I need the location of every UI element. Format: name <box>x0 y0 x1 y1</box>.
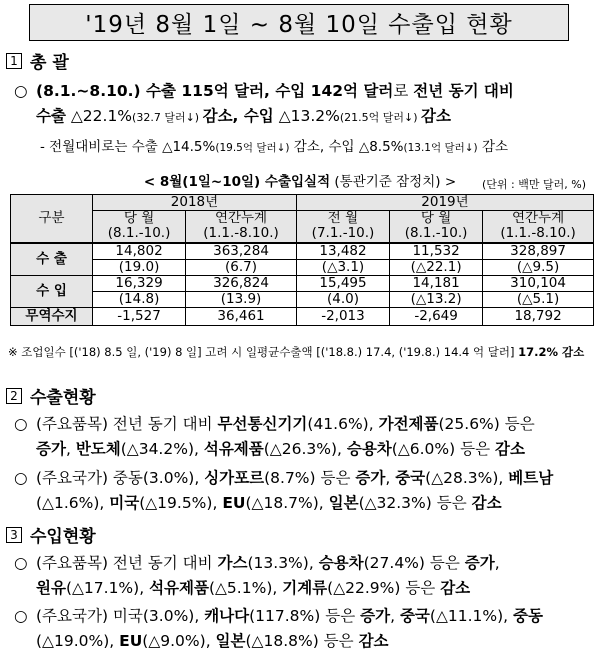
year-2018-header: 2018년 <box>93 195 297 211</box>
overview-text: 수출 <box>36 107 66 125</box>
sub-text: 전월대비로는 수출 △14.5% <box>49 139 216 155</box>
table-cell: (13.9) <box>186 291 297 307</box>
section-import-heading <box>6 522 96 547</box>
bullet-icon: ○ <box>14 82 28 100</box>
table-cell: (14.8) <box>93 291 186 307</box>
table-cell: (4.0) <box>296 291 389 307</box>
table-cell: 328,897 <box>483 243 594 260</box>
table-cell: (19.0) <box>93 259 186 275</box>
trade-table <box>10 194 594 326</box>
import-items-paragraph: ○ (주요품목) 전년 동기 대비 가스(13.3%), 승용차(27.4%) 등은 증가, 원유(△17.1%), 석유제품(△5.1%), 기계류(△22.9%) 등은 감소 <box>14 551 598 601</box>
section-export-heading <box>6 383 96 408</box>
table-cell: 36,461 <box>186 307 297 325</box>
export-items-paragraph: ○ (주요품목) 전년 동기 대비 무선통신기기(41.6%), 가전제품(25.6%) 등은 증가, 반도체(△34.2%), 석유제품(△26.3%), 승용차(△6.0%) 등은 감소 <box>14 412 598 462</box>
page-title-text: '19년 8월 1일 ~ 8월 10일 수출입 현황 <box>85 12 513 38</box>
col-header: 연간누계 (1.1.-8.10.) <box>186 211 297 243</box>
col-header: 당 월 (8.1.-10.) <box>93 211 186 243</box>
overview-line-1 <box>14 79 598 104</box>
section-label: 수입현황 <box>30 527 96 547</box>
overview-sub-line <box>40 137 598 158</box>
table-row-balance <box>11 307 594 325</box>
section-number: 3 <box>6 527 22 543</box>
table-cell: 310,104 <box>483 275 594 291</box>
col-header: 당 월 (8.1.-10.) <box>390 211 483 243</box>
section-label: 총 괄 <box>30 53 69 73</box>
section-number: 1 <box>6 53 22 69</box>
sub-text: 감소 <box>477 139 509 155</box>
overview-text: 감소, 수입 <box>202 107 274 125</box>
overview-text: (32.7 달러↓) <box>132 111 203 124</box>
col-group-header: 구분 <box>11 195 93 243</box>
table-cell: 363,284 <box>186 243 297 260</box>
overview-paragraph <box>14 79 598 130</box>
table-cell: 16,329 <box>93 275 186 291</box>
bullet-icon: ○ <box>14 554 28 572</box>
sub-text: 감소, 수입 △8.5% <box>289 139 404 155</box>
table-cell: 14,802 <box>93 243 186 260</box>
table-cell: (6.7) <box>186 259 297 275</box>
row-label: 무역수지 <box>11 307 93 325</box>
table-cell: 326,824 <box>186 275 297 291</box>
sub-text: (13.1억 달러↓) <box>403 142 478 154</box>
table-row-export-pct <box>11 259 594 275</box>
section-overview-heading <box>6 48 69 73</box>
overview-text: (21.5억 달러↓) <box>339 111 422 124</box>
table-cell: -2,013 <box>296 307 389 325</box>
table-cell: 18,792 <box>483 307 594 325</box>
table-cell: -2,649 <box>390 307 483 325</box>
overview-line-2 <box>14 104 598 130</box>
bullet-icon: ○ <box>14 607 28 625</box>
table-cell: (△13.2) <box>390 291 483 307</box>
overview-text: 감소 <box>421 107 451 125</box>
table-cell: 11,532 <box>390 243 483 260</box>
bullet-icon: ○ <box>14 469 28 487</box>
page-title <box>29 4 569 41</box>
table-cell: -1,527 <box>93 307 186 325</box>
table-cell: (△3.1) <box>296 259 389 275</box>
footnote-text: ※ 조업일수 [('18) 8.5 일, ('19) 8 일] 고려 시 일평균수출액 [('18.8.) 17.4, ('19.8.) 14.4 억 달러] <box>8 345 519 359</box>
table-cell: (△5.1) <box>483 291 594 307</box>
table-row-export <box>11 243 594 260</box>
overview-text: △22.1% <box>65 107 133 125</box>
export-countries-paragraph: ○ (주요국가) 중동(3.0%), 싱가포르(8.7%) 등은 증가, 중국(△28.3%), 베트남 (△1.6%), 미국(△19.5%), EU(△18.7%), 일본(△32.3%) 등은 감소 <box>14 466 598 516</box>
row-label: 수 입 <box>11 275 93 307</box>
row-label: 수 출 <box>11 243 93 276</box>
table-row-import-pct <box>11 291 594 307</box>
table-cell: 13,482 <box>296 243 389 260</box>
section-label: 수출현황 <box>30 388 96 408</box>
table-row-import <box>11 275 594 291</box>
col-header: 전 월 (7.1.-10.) <box>296 211 389 243</box>
table-cell: 14,181 <box>390 275 483 291</box>
bullet-icon: ○ <box>14 415 28 433</box>
overview-text: 전년 동기 대비 <box>413 82 514 100</box>
overview-text: △13.2% <box>273 107 340 125</box>
table-footnote <box>8 344 598 360</box>
import-countries-paragraph: ○ (주요국가) 미국(3.0%), 캐나다(117.8%) 등은 증가, 중국(△11.1%), 중동 (△19.0%), EU(△9.0%), 일본(△18.8%) 등은 감소 <box>14 604 598 654</box>
section-number: 2 <box>6 388 22 404</box>
dash-icon: - <box>40 139 45 155</box>
sub-text: (19.5억 달러↓) <box>215 142 290 154</box>
overview-text: 로 <box>393 82 414 100</box>
table-caption-rest: (통관기준 잠정치) > <box>330 174 457 190</box>
overview-text: (8.1.~8.10.) 수출 115억 달러, 수입 142억 달러 <box>36 82 394 100</box>
col-header: 연간누계 (1.1.-8.10.) <box>483 211 594 243</box>
footnote-text: 17.2% 감소 <box>518 345 585 359</box>
table-cell: 15,495 <box>296 275 389 291</box>
table-cell: (△9.5) <box>483 259 594 275</box>
year-2019-header: 2019년 <box>296 195 593 211</box>
table-caption-bold: < 8월(1일~10일) 수출입실적 <box>143 174 331 190</box>
table-unit: (단위 : 백만 달러, %) <box>482 178 586 191</box>
table-cell: (△22.1) <box>390 259 483 275</box>
